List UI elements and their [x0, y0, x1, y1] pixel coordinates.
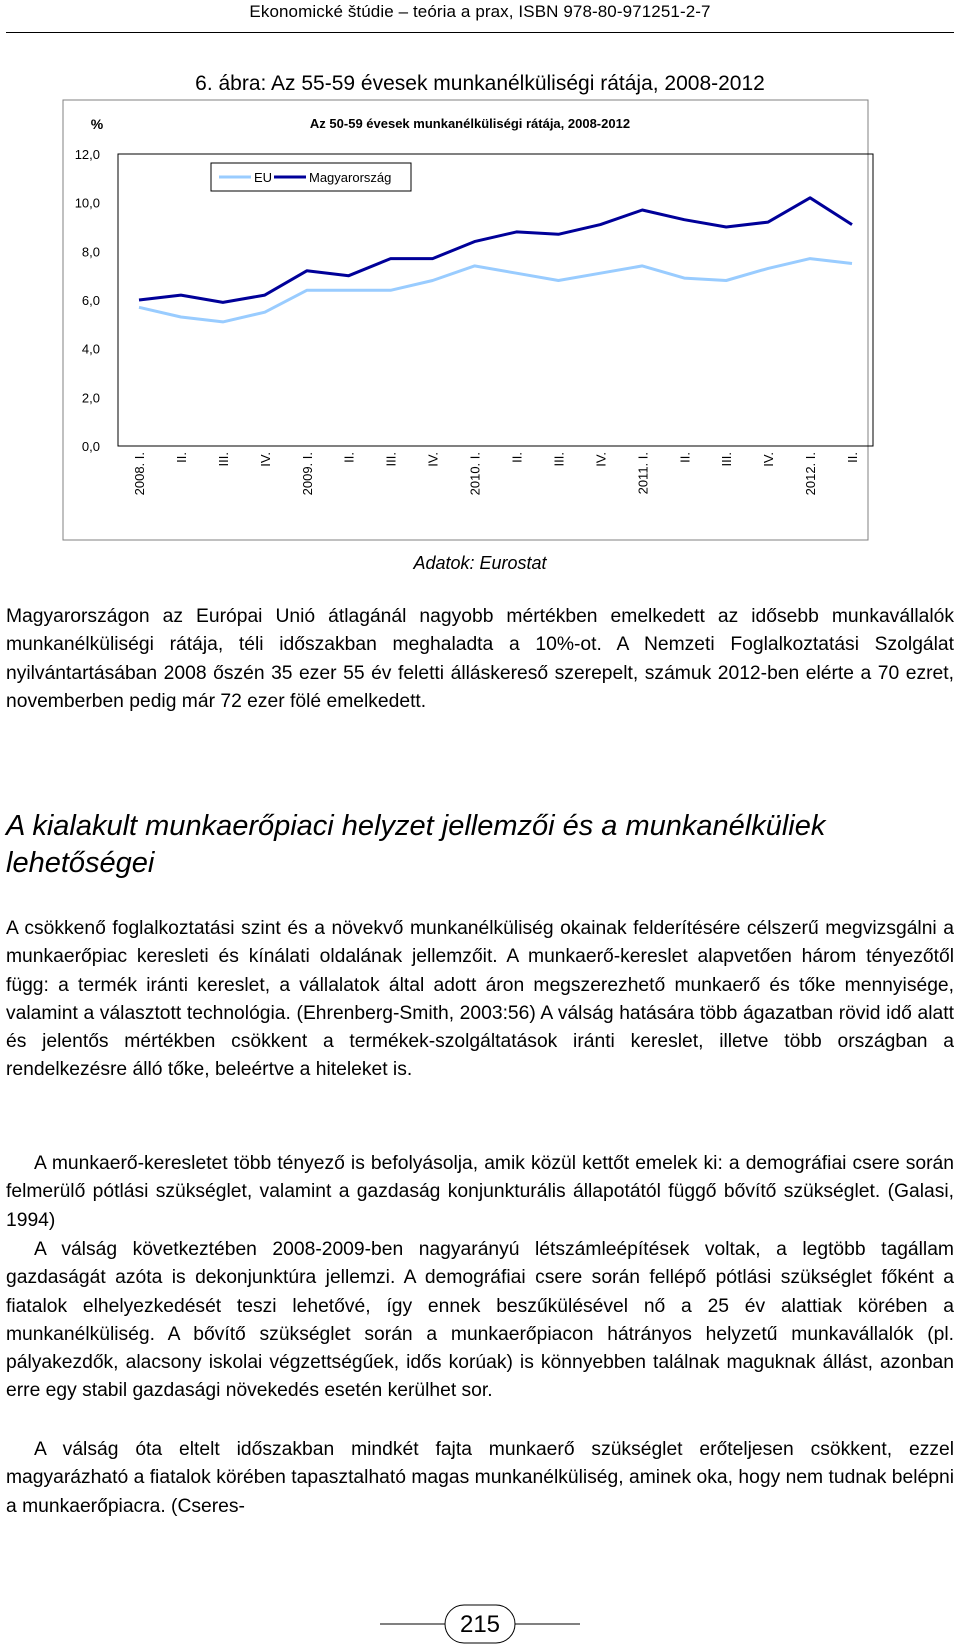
paragraph-4: A válság következtében 2008-2009-ben nagyarányú létszámleépítések voltak, a legtöbb tagállam gazdaságát azóta is dekonjunktúra jellemzi. A demográfiai csere során fellépő pótlási szükséglet főként a fiatalok elhelyezkedését teszi lehetővé, így ennek beszűkülésével nő a 25 év alattiak körében a munkanélküliség. A bővítő szükséglet során a munkaerőpiacon hátrányos helyzetű munkavállalók (pl. pályakezdők, alacsony iskolai végzettségűek, idős korúak) is könnyebben találnak maguknak állást, azonban erre egy stabil gazdasági növekedés esetén kerülhet sor.	[6, 1239, 954, 1402]
x-tick-label: II.	[341, 452, 357, 463]
x-tick-label: III.	[719, 452, 735, 467]
y-tick-label: 4,0	[81, 341, 100, 357]
x-tick-label: IV.	[425, 452, 441, 467]
x-tick-label: 2009. I.	[299, 452, 315, 496]
y-tick-label: 10,0	[74, 195, 100, 211]
x-tick-label: 2012. I.	[803, 452, 819, 496]
y-tick-label: 0,0	[81, 439, 100, 454]
x-tick-label: II.	[173, 452, 189, 463]
figure-caption: 6. ábra: Az 55-59 évesek munkanélküliségi rátája, 2008-2012	[195, 72, 765, 95]
page-number-box	[380, 1604, 580, 1644]
x-tick-label: III.	[383, 452, 399, 467]
paragraph-2: A csökkenő foglalkoztatási szint és a növekvő munkanélküliség okainak felderítésére célszerű megvizsgálni a munkaerőpiac keresleti és kínálati oldalának jellemzőit. A munkaerő-kereslet alapvetően három tényezőtől függ: a termék iránti kereslet, a vállalatok által adott áron megszerezhető munkaerő és tőke mennyisége, valamint a választott technológia. (Ehrenberg-Smith, 2003:56) A válság hatására több ágazatban rövid idő alatt és jelentős mértékben csökkent a termékek-szolgáltatások iránti kereslet, illetve több országban a rendelkezésre álló tőke, beleértve a hiteleket is.	[6, 918, 954, 1081]
paragraph-5: A válság óta eltelt időszakban mindkét fajta munkaerő szükséglet erőteljesen csökkent, ezzel magyarázható a fiatalok körében tapasztalható magas munkanélküliség, aminek oka, hogy nem tudnak belépni a munkaerőpiacra. (Cseres-	[6, 1439, 954, 1517]
x-tick-label: II.	[509, 452, 525, 463]
y-tick-label: 6,0	[81, 293, 100, 308]
paragraph-1: Magyarországon az Európai Unió átlagánál nagyobb mértékben emelkedett az idősebb munkavállalók munkanélküliségi rátája, téli időszakban meghaladta a 10%-ot. A Nemzeti Foglalkoztatási Szolgálat nyilvántartásában 2008 őszén 35 ezer 55 év feletti álláskereső szerepelt, számuk 2012-ben elérte a 70 ezret, novemberben pedig már 72 ezer fölé emelkedett.	[6, 606, 954, 712]
y-axis-unit-label: %	[90, 116, 104, 132]
x-tick-label: IV.	[761, 452, 777, 467]
chart-frame	[63, 100, 868, 540]
source-note: Adatok: Eurostat	[413, 553, 547, 573]
legend-label-eu: EU	[254, 170, 273, 185]
legend-label-magyarorszag: Magyarország	[309, 170, 392, 185]
y-tick-label: 2,0	[81, 390, 100, 406]
x-tick-label: 2008. I.	[131, 452, 147, 496]
x-tick-label: III.	[551, 452, 567, 467]
legend	[211, 163, 411, 191]
x-tick-label: IV.	[593, 452, 609, 467]
chart-title: Az 50-59 évesek munkanélküliségi rátája, 2008-2012	[309, 116, 631, 131]
x-tick-label: II.	[845, 452, 861, 463]
y-tick-label: 12,0	[74, 147, 100, 162]
x-tick-label: 2011. I.	[635, 452, 651, 495]
x-tick-label: IV.	[257, 452, 273, 467]
x-tick-label: 2010. I.	[467, 452, 483, 496]
page-number: 215	[459, 1611, 501, 1638]
running-header: Ekonomické štúdie – teória a prax, ISBN 978-80-971251-2-7	[249, 2, 711, 21]
x-tick-label: II.	[677, 452, 693, 463]
section-heading: A kialakult munkaerőpiaci helyzet jellemzői és a munkanélküliek lehetőségei	[6, 810, 826, 879]
paragraph-3: A munkaerő-keresletet több tényező is befolyásolja, amik közül kettőt emelek ki: a demográfiai csere során felmerülő pótlási szükséglet, valamint a gazdaság konjunkturális állapotától függő bővítő szükséglet. (Galasi, 1994)	[6, 1153, 954, 1231]
y-tick-label: 8,0	[81, 244, 100, 260]
chart	[0, 95, 960, 545]
x-tick-label: III.	[215, 452, 231, 467]
header-rule	[6, 32, 954, 33]
